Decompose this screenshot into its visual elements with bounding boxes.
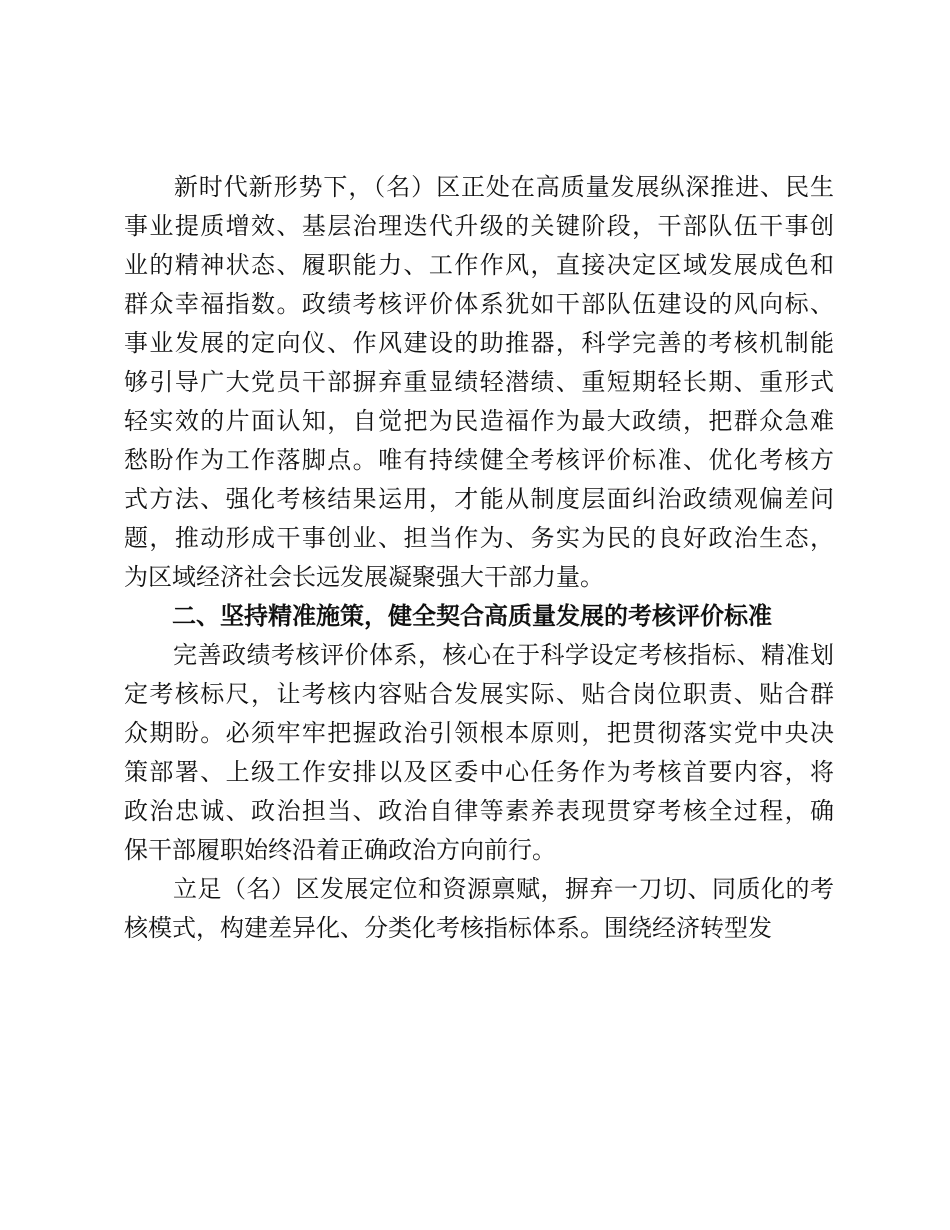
text-line: 业的精神状态、履职能力、工作作风，直接决定区域发展成色和 (124, 251, 834, 279)
text-line: 愁盼作为工作落脚点。唯有持续健全考核评价标准、优化考核方 (124, 446, 834, 474)
paragraph-context (124, 168, 834, 597)
paragraph-differentiation (124, 870, 834, 948)
text-line: 立足（名）区发展定位和资源禀赋，摒弃一刀切、同质化的考 (124, 875, 834, 903)
section-heading: 二、坚持精准施策，健全契合高质量发展的考核评价标准 (124, 602, 772, 630)
text-line: 新时代新形势下，（名）区正处在高质量发展纵深推进、民生 (124, 173, 834, 201)
text-line: 式方法、强化考核结果运用，才能从制度层面纠治政绩观偏差问 (124, 485, 834, 513)
text-line: 事业提质增效、基层治理迭代升级的关键阶段，干部队伍干事创 (124, 212, 834, 240)
text-line: 核模式，构建差异化、分类化考核指标体系。围绕经济转型发 (124, 914, 772, 942)
text-line: 题，推动形成干事创业、担当作为、务实为民的良好政治生态， (124, 524, 834, 552)
text-line: 事业发展的定向仪、作风建设的助推器，科学完善的考核机制能 (124, 329, 834, 357)
text-line: 众期盼。必须牢牢把握政治引领根本原则，把贯彻落实党中央决 (124, 719, 834, 747)
text-line: 策部署、上级工作安排以及区委中心任务作为考核首要内容，将 (124, 758, 834, 786)
text-line: 轻实效的片面认知，自觉把为民造福作为最大政绩，把群众急难 (124, 407, 834, 435)
text-line: 为区域经济社会长远发展凝聚强大干部力量。 (124, 563, 604, 591)
text-line: 政治忠诚、政治担当、政治自律等素养表现贯穿考核全过程，确 (124, 797, 834, 825)
paragraph-standards (124, 636, 834, 870)
document-body (124, 168, 834, 948)
text-line: 定考核标尺，让考核内容贴合发展实际、贴合岗位职责、贴合群 (124, 680, 834, 708)
text-line: 完善政绩考核评价体系，核心在于科学设定考核指标、精准划 (124, 641, 834, 669)
text-line: 够引导广大党员干部摒弃重显绩轻潜绩、重短期轻长期、重形式 (124, 368, 834, 396)
text-line: 保干部履职始终沿着正确政治方向前行。 (124, 836, 556, 864)
text-line: 群众幸福指数。政绩考核评价体系犹如干部队伍建设的风向标、 (124, 290, 834, 318)
